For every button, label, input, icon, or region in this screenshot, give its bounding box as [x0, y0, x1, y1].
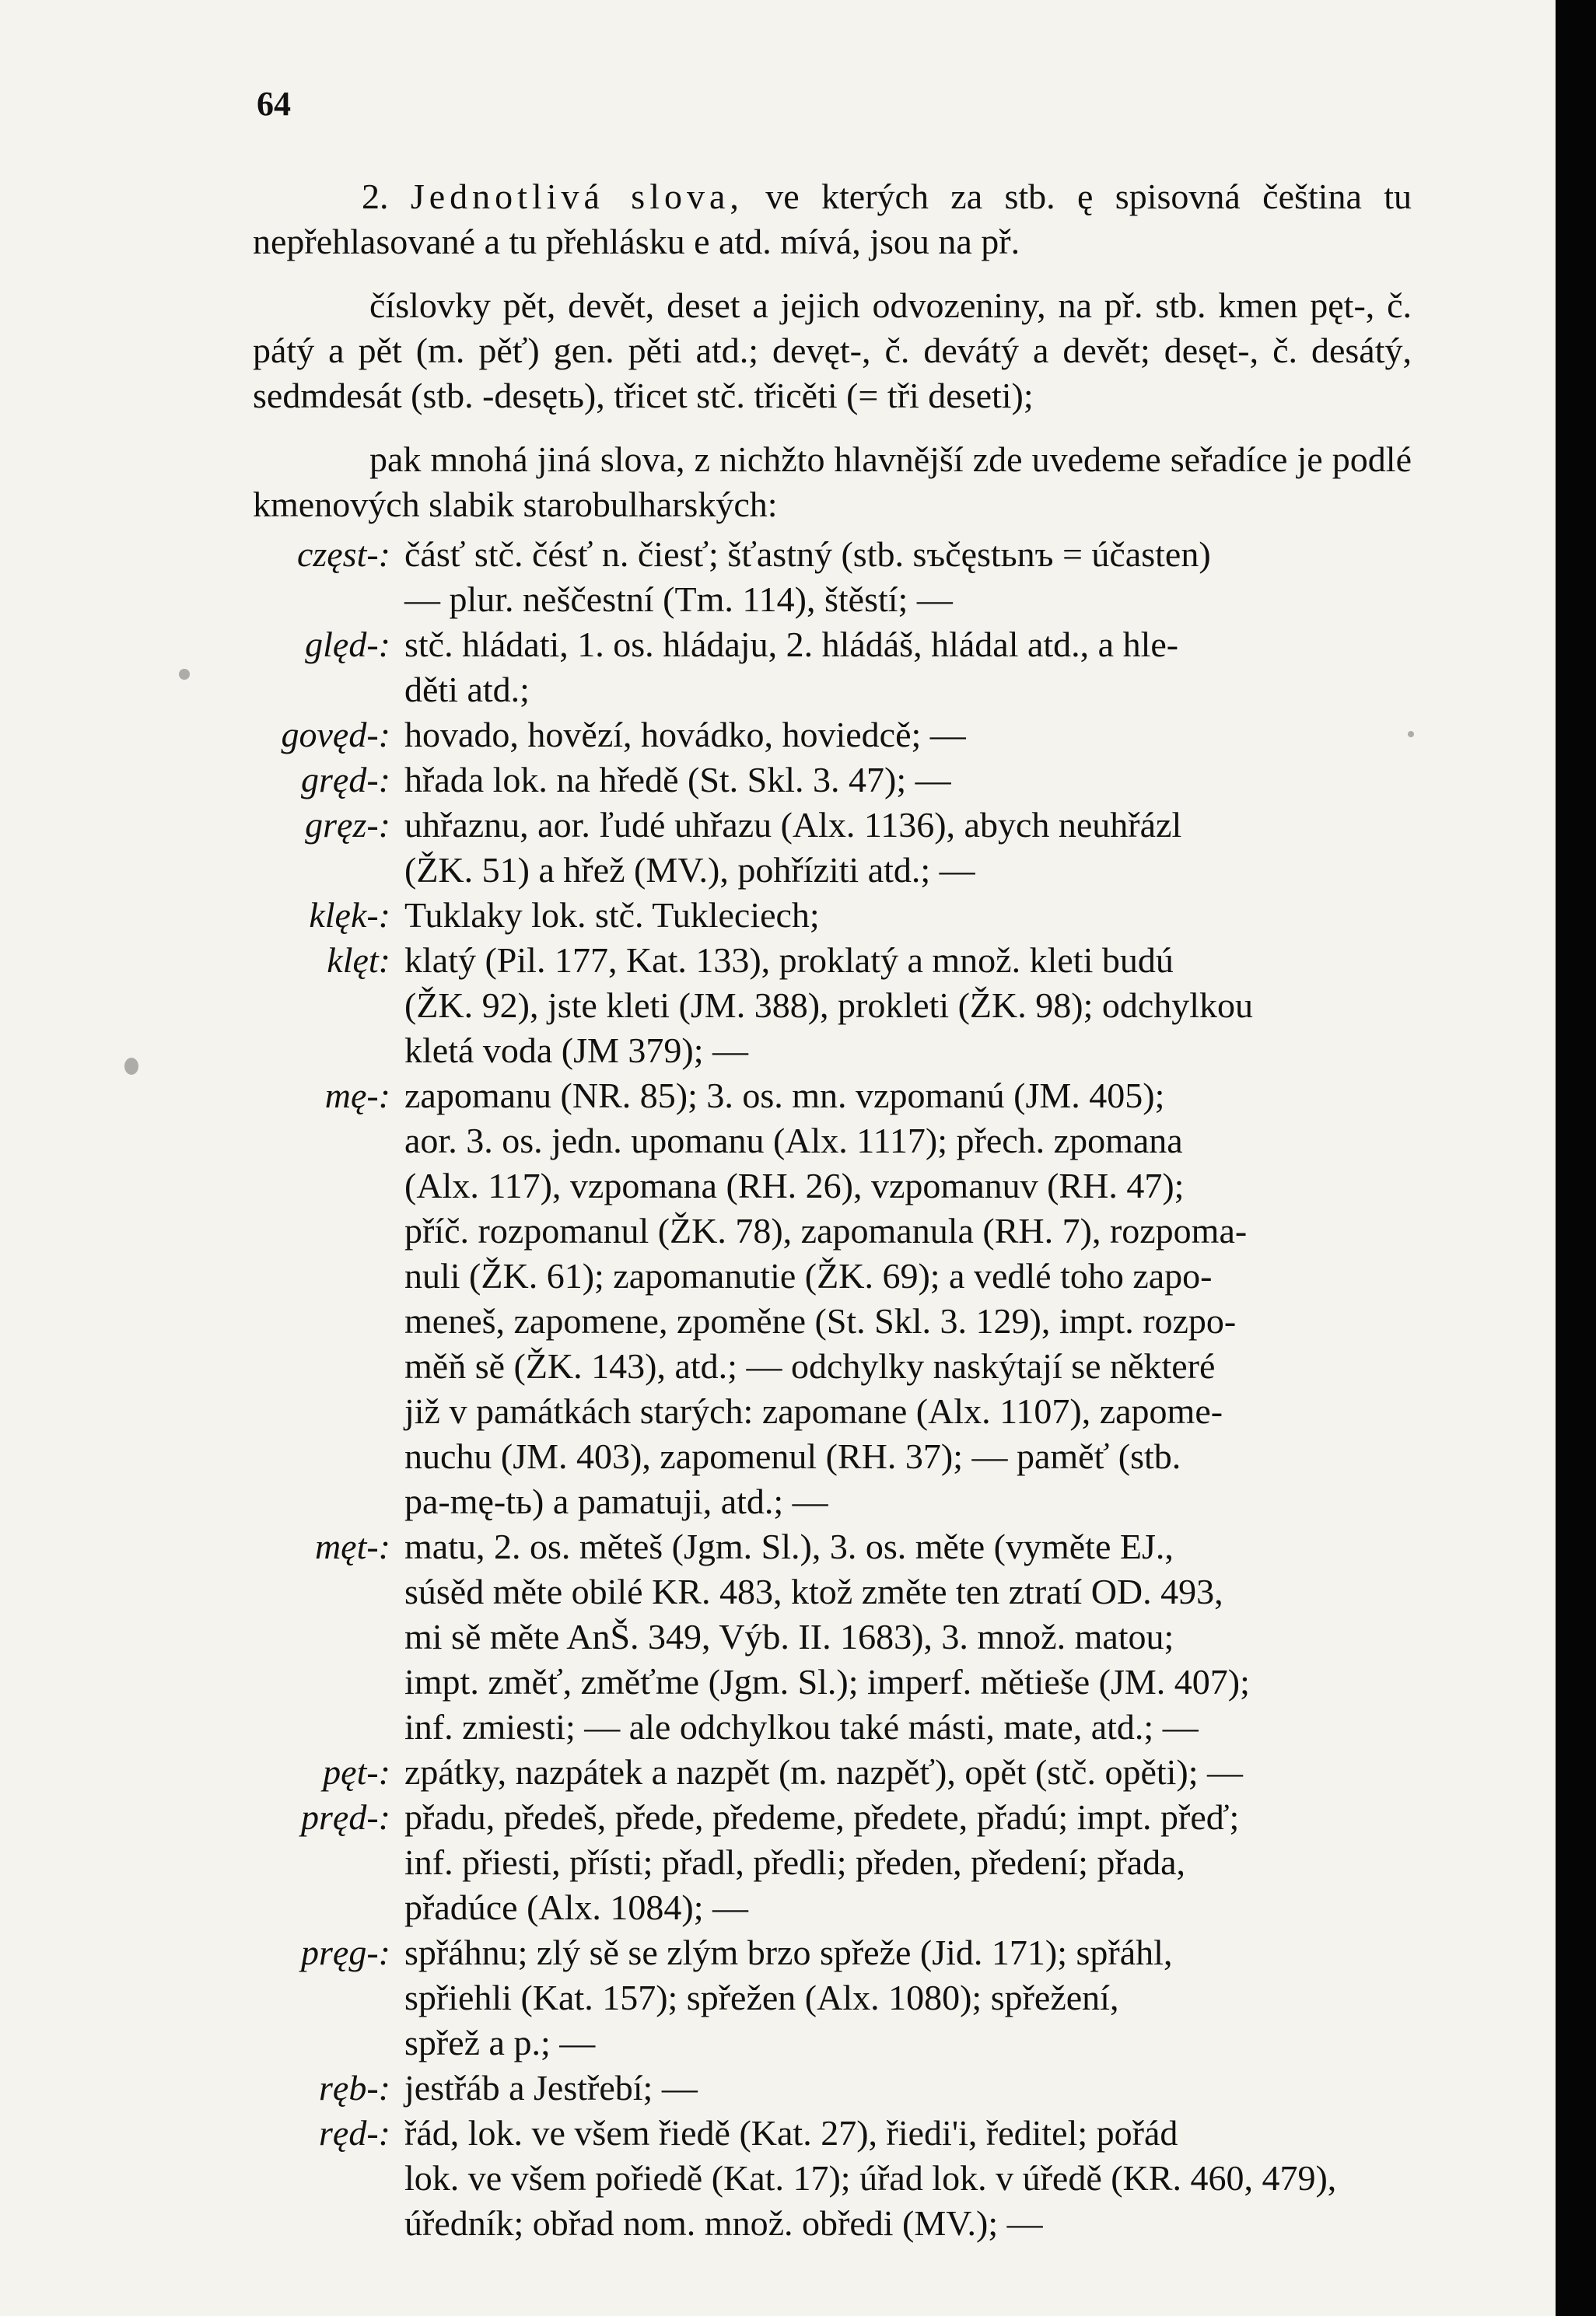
intro-paragraph-2: číslovky pět, devět, deset a jejich odvozeniny, na př. stb. kmen pęt-, č. pátý a pět (m. pěť) gen. pěti atd.; devęt-, č. devátý a devět; desęt-, č. desátý, sedmdesát (stb. -desętь), třicet stč. třicěti (= tři deseti); — [253, 285, 1412, 415]
entry-line: přadúce (Alx. 1084); — — [404, 1887, 748, 1927]
entry-line: inf. zmiesti; — ale odchylkou také másti, mate, atd.; — — [404, 1707, 1199, 1747]
entry-line: aor. 3. os. jedn. upomanu (Alx. 1117); přech. zpomana — [404, 1121, 1183, 1160]
intro-paragraph-1 — [253, 174, 1412, 264]
entry-key: częst-: — [296, 534, 390, 574]
entry-body — [404, 1930, 1412, 2066]
entry-body — [404, 938, 1412, 1073]
entry-line: spřáhnu; zlý sě se zlým brzo spřeže (Jid. 171); spřáhl, — [404, 1933, 1173, 1972]
entry-line: příč. rozpomanul (ŽK. 78), zapomanula (RH. 7), rozpoma- — [404, 1211, 1248, 1251]
entry-body — [404, 2111, 1412, 2246]
entry-line: kletá voda (JM 379); — — [404, 1030, 749, 1070]
ink-spot — [124, 1058, 138, 1075]
entry-row — [226, 893, 1412, 938]
entry-line: impt. změť, změťme (Jgm. Sl.); imperf. mětieše (JM. 407); — [404, 1662, 1250, 1702]
entry-line: děti atd.; — [404, 670, 530, 709]
entry-line: úředník; obřad nom. množ. obředi (MV.); — — [404, 2203, 1043, 2243]
entry-line: hovado, hovězí, hovádko, hoviedcě; — — [404, 715, 966, 754]
intro-section — [253, 174, 1412, 546]
entry-key: ręd-: — [319, 2113, 390, 2153]
entry-body — [404, 893, 1412, 938]
entry-row — [226, 803, 1412, 893]
entry-body — [404, 2066, 1412, 2111]
entry-key: gręd-: — [301, 760, 390, 799]
entry-line: spřež a p.; — — [404, 2023, 596, 2062]
entry-key: mę-: — [324, 1076, 390, 1115]
entry-key: ręb-: — [319, 2068, 390, 2108]
ink-spot — [179, 669, 190, 680]
entry-line: stč. hládati, 1. os. hládaju, 2. hládáš, hládal atd., a hle- — [404, 624, 1179, 664]
entry-line: nuli (ŽK. 61); zapomanutie (ŽK. 69); a vedlé toho zapo- — [404, 1256, 1213, 1296]
entry-line: jestřáb a Jestřebí; — — [404, 2068, 698, 2108]
entry-body — [404, 803, 1412, 893]
entry-key: pęt-: — [323, 1752, 390, 1792]
entry-line: mi sě měte AnŠ. 349, Výb. II. 1683), 3. množ. matou; — [404, 1617, 1174, 1657]
ink-spot — [1408, 731, 1414, 737]
entry-row — [226, 2066, 1412, 2111]
entry-line: inf. přiesti, přísti; přadl, předli; předen, předení; přada, — [404, 1842, 1186, 1882]
entry-line: súsěd měte obilé KR. 483, ktož změte ten ztratí OD. 493, — [404, 1572, 1223, 1611]
entry-row — [226, 712, 1412, 757]
heading-number: 2. — [362, 177, 389, 216]
entry-row — [226, 1930, 1412, 2066]
entry-line: (ŽK. 92), jste kleti (JM. 388), prokleti (ŽK. 98); odchylkou — [404, 985, 1254, 1025]
entry-key: męt-: — [314, 1527, 390, 1566]
entry-body — [404, 532, 1412, 622]
entry-key: klęk-: — [309, 895, 390, 935]
page-number: 64 — [257, 85, 291, 123]
entry-line: (Alx. 117), vzpomana (RH. 26), vzpomanuv (RH. 47); — [404, 1166, 1185, 1205]
section-heading: Jednotlivá slova, — [410, 177, 744, 216]
entry-line: — plur. neščestní (Tm. 114), štěstí; — — [404, 579, 953, 619]
entry-body — [404, 622, 1412, 712]
entry-row — [226, 532, 1412, 622]
entry-row — [226, 1073, 1412, 1524]
entry-key: pręg-: — [301, 1933, 390, 1972]
entry-body — [404, 757, 1412, 803]
entry-row — [226, 1524, 1412, 1750]
entry-body — [404, 1073, 1412, 1524]
entry-line: spřiehli (Kat. 157); spřežen (Alx. 1080); spřežení, — [404, 1978, 1119, 2017]
entry-line: (ŽK. 51) a hřež (MV.), pohříziti atd.; — — [404, 850, 975, 890]
entry-row — [226, 938, 1412, 1073]
glossary-entries — [226, 532, 1412, 2246]
entry-line: uhřaznu, aor. ľudé uhřazu (Alx. 1136), abych neuhřázl — [404, 805, 1182, 845]
page-edge — [1556, 0, 1596, 2316]
entry-row — [226, 1750, 1412, 1795]
entry-line: řád, lok. ve všem řiedě (Kat. 27), řiedi'i, ředitel; pořád — [404, 2113, 1178, 2153]
entry-line: zapomanu (NR. 85); 3. os. mn. vzpomanú (JM. 405); — [404, 1076, 1165, 1115]
entry-key: gręz-: — [305, 805, 390, 845]
entry-row — [226, 757, 1412, 803]
entry-key: govęd-: — [281, 715, 390, 754]
intro-paragraph-3: pak mnohá jiná slova, z nichžto hlavnější zde uvedeme seřadíce je podlé kmenových slabik starobulharských: — [253, 439, 1412, 524]
intro-paragraph-1-text: ve kterých za stb. ę spisovná čeština tu nepřehlasované a tu přehlásku e atd. mívá, jsou na př. — [253, 177, 1412, 261]
entry-line: přadu, předeš, přede, předeme, předete, přadú; impt. přeď; — [404, 1797, 1240, 1837]
entry-line: Tuklaky lok. stč. Tukleciech; — [404, 895, 820, 935]
entry-key: ględ-: — [305, 624, 390, 664]
entry-key: klęt: — [327, 940, 390, 980]
entry-line: zpátky, nazpátek a nazpět (m. nazpěť), opět (stč. opěti); — — [404, 1752, 1244, 1792]
entry-line: nuchu (JM. 403), zapomenul (RH. 37); — paměť (stb. — [404, 1436, 1181, 1476]
entry-line: lok. ve všem pořiedě (Kat. 17); úřad lok. v úředě (KR. 460, 479), — [404, 2158, 1337, 2198]
entry-body — [404, 1795, 1412, 1930]
entry-line: pa-mę-tь) a pamatuji, atd.; — — [404, 1482, 828, 1521]
entry-line: hřada lok. na hředě (St. Skl. 3. 47); — — [404, 760, 951, 799]
entry-body — [404, 1524, 1412, 1750]
entry-line: meneš, zapomene, zpoměne (St. Skl. 3. 129), impt. rozpo- — [404, 1301, 1237, 1341]
entry-row — [226, 1795, 1412, 1930]
entry-line: měň sě (ŽK. 143), atd.; — odchylky naskýtají se některé — [404, 1346, 1216, 1386]
entry-line: již v památkách starých: zapomane (Alx. 1107), zapome- — [404, 1391, 1223, 1431]
entry-line: matu, 2. os. měteš (Jgm. Sl.), 3. os. měte (vyměte EJ., — [404, 1527, 1174, 1566]
entry-row — [226, 2111, 1412, 2246]
entry-line: čásť stč. čésť n. čiesť; šťastný (stb. sъčęstьnъ = účasten) — [404, 534, 1211, 574]
entry-body — [404, 1750, 1412, 1795]
entry-key: pręd-: — [301, 1797, 390, 1837]
entry-row — [226, 622, 1412, 712]
entry-line: klatý (Pil. 177, Kat. 133), proklatý a množ. kleti budú — [404, 940, 1174, 980]
entry-body — [404, 712, 1412, 757]
